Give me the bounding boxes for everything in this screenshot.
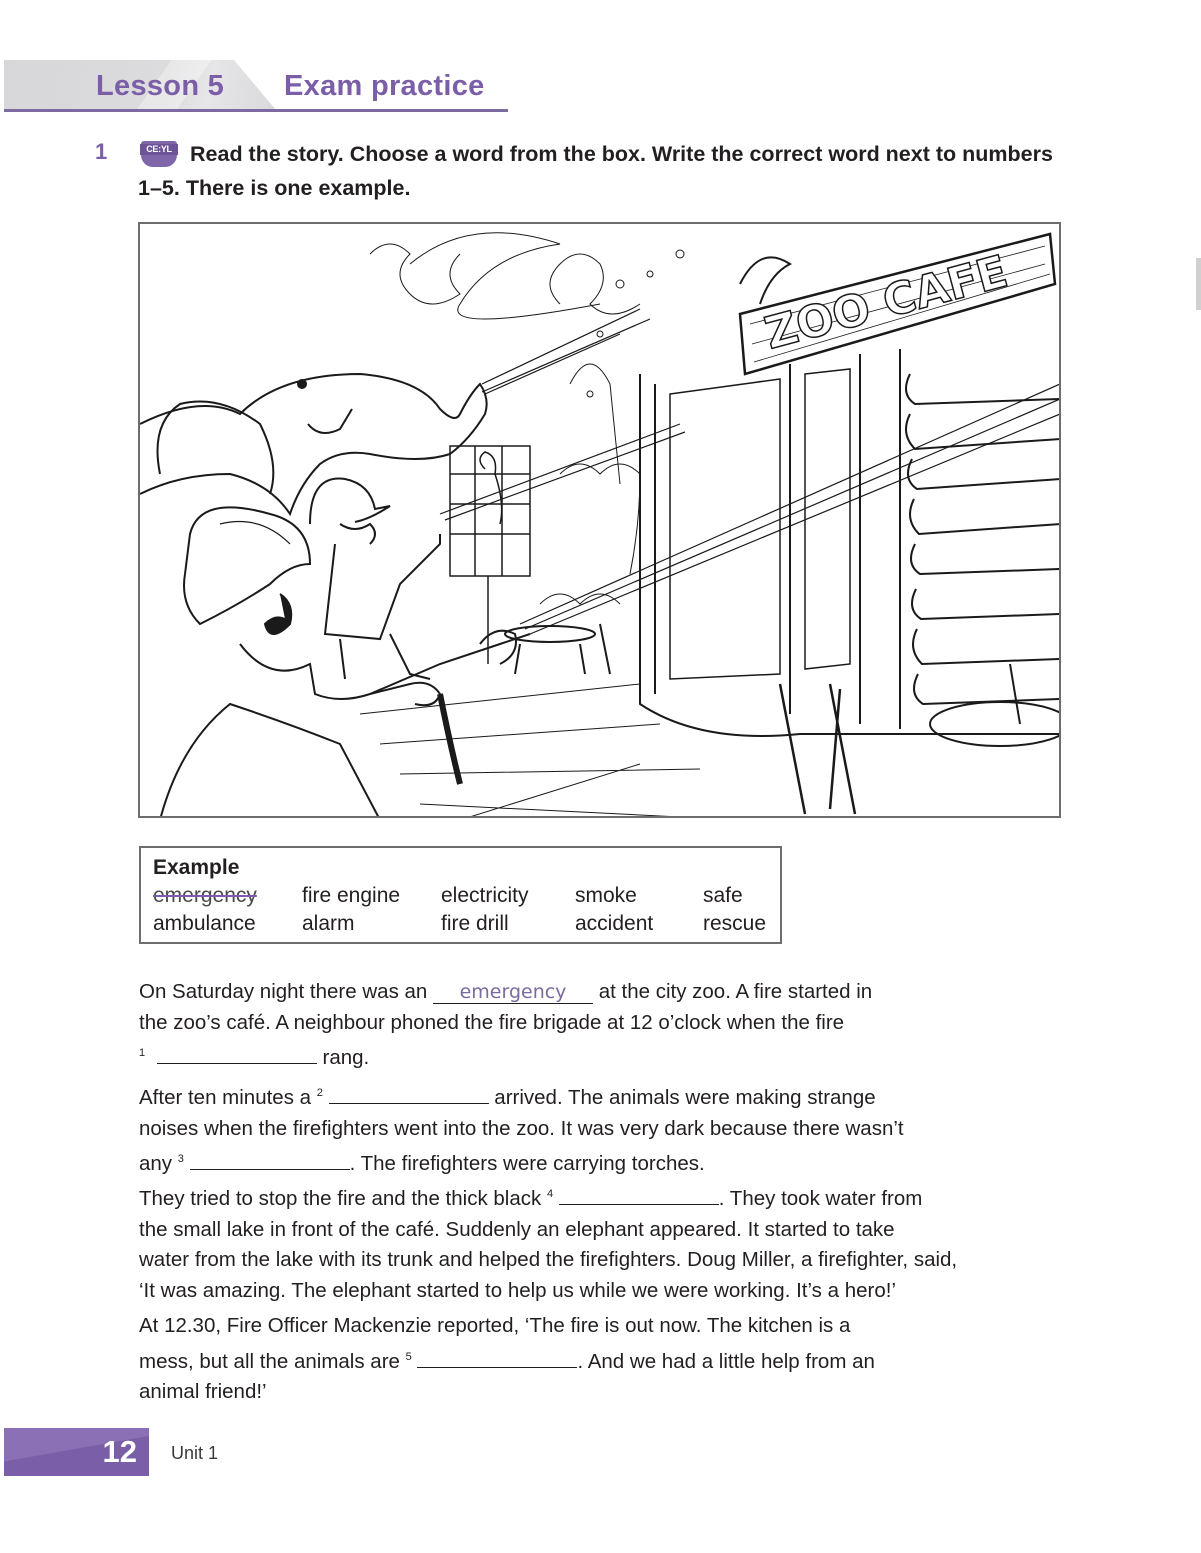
badge-text: CE:YL <box>140 144 178 155</box>
story-line: noises when the firefighters went into the zoo. It was very dark because there wasn’t <box>139 1116 904 1140</box>
exercise-instruction: Read the story. Choose a word from the box. Write the correct word next to numbers 1–5. There is one example. <box>138 142 1053 200</box>
unit-label: Unit 1 <box>171 1443 219 1463</box>
fire-scene-drawing <box>140 224 1061 818</box>
gap-number: 5 <box>405 1350 412 1363</box>
cambridge-yle-badge-icon <box>141 141 177 167</box>
word-box-item: safe <box>703 884 743 907</box>
story-text: They tried to stop the fire and the thick black <box>139 1187 542 1210</box>
gap-number: 1 <box>139 1047 146 1059</box>
story-text: On Saturday night there was an <box>139 980 428 1003</box>
lesson-header <box>4 60 508 112</box>
story-text: arrived. The animals were making strange <box>494 1086 876 1109</box>
lesson-label: Lesson 5 <box>96 70 225 102</box>
story-text: . They took water from <box>718 1187 923 1210</box>
answer-blank-1[interactable] <box>157 1044 317 1064</box>
word-box-item: accident <box>575 912 654 935</box>
gap-number: 2 <box>316 1087 323 1099</box>
story-paragraph-3 <box>139 1179 1019 1306</box>
word-box-item: electricity <box>441 884 529 907</box>
word-box-item: smoke <box>575 884 637 907</box>
word-box-item: rescue <box>703 912 767 935</box>
word-box-item: emergency <box>153 884 257 907</box>
lesson-header-rule <box>4 109 508 112</box>
answer-blank-4[interactable] <box>559 1185 719 1205</box>
word-box-item: ambulance <box>153 912 256 935</box>
story-text: at the city zoo. A fire started in <box>598 980 873 1003</box>
story-text: After ten minutes a <box>139 1086 312 1109</box>
zoo-cafe-sign <box>740 234 1055 374</box>
story-line <box>139 1144 1019 1180</box>
story-line: animal friend!’ <box>139 1380 267 1403</box>
lesson-title: Exam practice <box>284 70 485 102</box>
story-line <box>139 1078 1019 1114</box>
story-illustration <box>138 222 1061 818</box>
background-trees <box>540 364 640 604</box>
word-box-item: alarm <box>302 912 355 935</box>
story-paragraph-4 <box>139 1311 1019 1408</box>
story-text: . The firefighters were carrying torches. <box>349 1152 705 1175</box>
story-text: . And we had a little help from an <box>577 1349 875 1373</box>
story-text: rang. <box>322 1046 370 1069</box>
page-number-tab <box>4 1428 149 1476</box>
story-line <box>139 977 1019 1008</box>
exercise-number: 1 <box>95 139 108 164</box>
story-line <box>139 1342 1019 1378</box>
answer-blank-2[interactable] <box>329 1084 489 1104</box>
story-line <box>139 1038 1019 1074</box>
story-paragraph-2 <box>139 1078 1019 1180</box>
page-edge-mark <box>1196 258 1201 310</box>
gap-number: 4 <box>546 1188 554 1200</box>
word-box-item: fire drill <box>441 912 509 935</box>
example-answer: emergency <box>433 981 593 1004</box>
story-paragraph-1 <box>139 977 1019 1074</box>
story-text: any <box>139 1152 173 1175</box>
story-line: water from the lake with its trunk and helped the firefighters. Doug Miller, a firefighter, said, <box>139 1248 958 1271</box>
story-line: At 12.30, Fire Officer Mackenzie reported, ‘The fire is out now. The kitchen is a <box>139 1314 851 1337</box>
story-line: ‘It was amazing. The elephant started to help us while we were working. It’s a hero!’ <box>139 1278 896 1302</box>
elephant <box>140 309 650 514</box>
word-box-item: fire engine <box>302 884 401 907</box>
page-number: 12 <box>102 1434 137 1469</box>
answer-blank-3[interactable] <box>190 1150 350 1170</box>
cafe-furniture <box>505 624 1061 814</box>
story-line: the small lake in front of the café. Suddenly an elephant appeared. It started to take <box>139 1217 895 1241</box>
story-line: the zoo’s café. A neighbour phoned the fire brigade at 12 o’clock when the fire <box>139 1010 845 1034</box>
answer-blank-5[interactable] <box>417 1348 577 1368</box>
firefighter-back <box>310 479 440 679</box>
parrot-sign <box>450 446 530 664</box>
story-line <box>139 1179 1019 1215</box>
story-text: mess, but all the animals are <box>139 1349 400 1373</box>
gap-number: 3 <box>177 1153 184 1165</box>
word-box-example-label: Example <box>153 856 240 879</box>
svg-text:ZOO CAFE: ZOO CAFE <box>759 246 1013 360</box>
word-box <box>139 846 782 944</box>
